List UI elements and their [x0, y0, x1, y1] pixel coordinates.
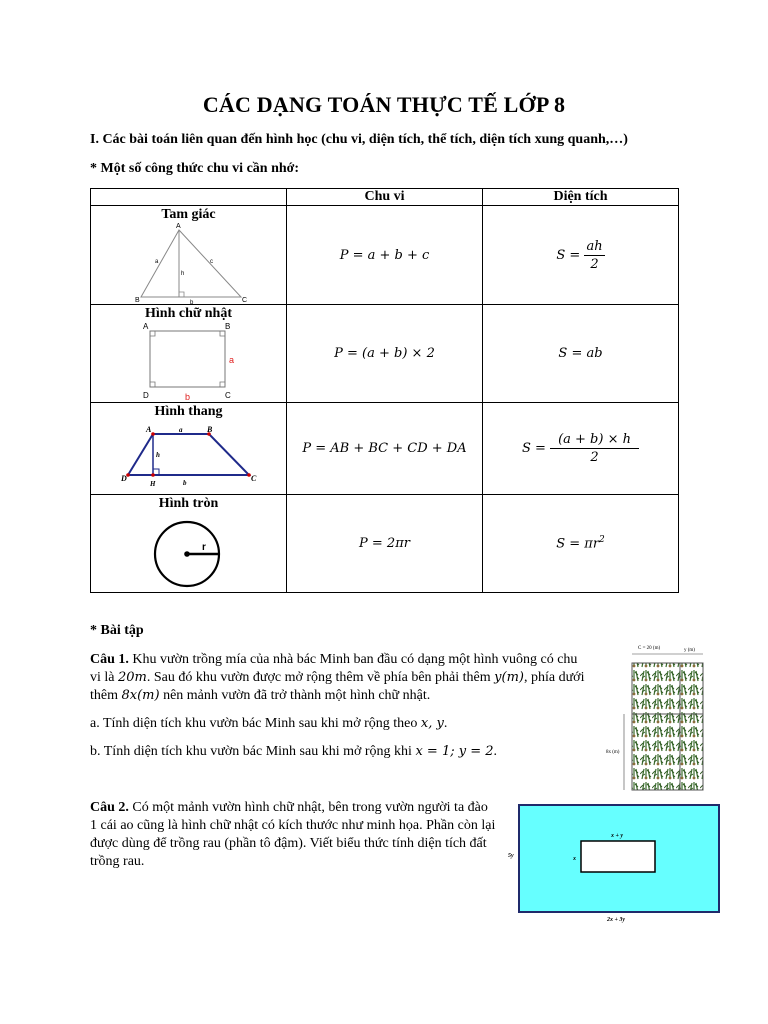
fraction-numerator: (a + b) × h — [550, 432, 639, 449]
shape-cell-circle — [91, 495, 287, 593]
garden-pond-figure — [500, 795, 730, 925]
circle-diagram — [91, 495, 287, 593]
header-shape — [91, 189, 287, 206]
q1-text-2b: . Sau đó khu vườn được mở rộng thêm về phía bên phải thêm — [146, 670, 495, 685]
q1-a-end: . — [443, 716, 448, 731]
fraction-denominator: 2 — [590, 450, 599, 465]
area-triangle — [483, 206, 679, 305]
q2-label-inner-left: x — [573, 856, 576, 862]
q2-line-4: trồng rau. — [90, 854, 145, 869]
table-row — [91, 403, 679, 495]
q1-part-a — [90, 714, 590, 733]
area-fraction — [584, 239, 604, 272]
rect-label-c: C — [225, 391, 231, 400]
trapezoid-diagram — [91, 403, 287, 495]
triangle-label-a: A — [176, 223, 181, 230]
shape-cell-trapezoid — [91, 403, 287, 495]
triangle-label-c: C — [242, 297, 248, 304]
shape-name: Tam giác — [161, 207, 216, 222]
sugarcane-field-figure — [592, 640, 712, 792]
formulas-heading: * Một số công thức chu vi cần nhớ: — [90, 161, 300, 176]
q1-math-8x: 8x(m) — [121, 688, 160, 703]
q1-a-text: a. Tính diện tích khu vườn bác Minh sau khi mở rộng theo — [90, 716, 421, 731]
perimeter-rectangle: P = (a + b) × 2 — [287, 305, 483, 403]
q1-line-3 — [90, 686, 590, 705]
triangle-side-b: b — [190, 300, 194, 305]
fraction-denominator: 2 — [590, 256, 599, 272]
q2-line-3: được dùng để trồng rau (phần tô đậm). Viết biểu thức tính diện tích đất — [90, 836, 487, 851]
triangle-side-c: c — [210, 259, 213, 265]
triangle-label-b: B — [135, 297, 140, 304]
rect-label-d: D — [143, 391, 149, 400]
rect-side-a: a — [229, 355, 235, 365]
table-row — [91, 206, 679, 305]
q1-line-2 — [90, 668, 590, 687]
area-lhs: S = — [556, 247, 581, 263]
q1-b-end: . — [493, 744, 497, 759]
trap-height-h: h — [156, 451, 160, 459]
triangle-diagram — [91, 206, 287, 305]
table-header-row — [91, 189, 679, 206]
area-lhs: S = — [522, 441, 546, 456]
pond-inner-rect — [581, 841, 655, 872]
page-title: CÁC DẠNG TOÁN THỰC TẾ LỚP 8 — [202, 92, 566, 117]
rect-label-a: A — [143, 322, 149, 331]
perimeter-triangle: P = a + b + c — [287, 206, 483, 305]
area-circle — [483, 495, 679, 593]
triangle-height-h: h — [181, 271, 185, 277]
area-trapezoid — [483, 403, 679, 495]
q1-math-y: y(m) — [494, 670, 524, 685]
section-heading: I. Các bài toán liên quan đến hình học (chu vi, diện tích, thể tích, diện tích xung quanh,…) — [90, 132, 628, 147]
exercises-heading: * Bài tập — [90, 623, 144, 638]
shape-name: Hình chữ nhật — [145, 306, 232, 321]
trap-side-b: b — [183, 479, 187, 487]
q1-text-3b: nên mảnh vườn đã trở thành một hình chữ nhật. — [159, 688, 431, 703]
q1-fig-label-left: 8x (m) — [606, 750, 620, 755]
q1-label: Câu 1. — [90, 652, 129, 667]
q1-text-2c: , phía dưới — [523, 670, 585, 685]
header-area: Diện tích — [483, 189, 679, 206]
q2-label: Câu 2. — [90, 800, 129, 815]
shape-cell-rectangle — [91, 305, 287, 403]
area-rectangle: S = ab — [483, 305, 679, 403]
area-base: S = πr — [556, 536, 600, 552]
q1-b-text: b. Tính diện tích khu vườn bác Minh sau khi mở rộng khi — [90, 744, 416, 759]
q1-fig-label-right: y (m) — [684, 648, 695, 653]
q1-text-3a: thêm — [90, 688, 122, 703]
q1-b-math: x = 1; y = 2 — [415, 744, 494, 759]
fraction-numerator: ah — [586, 238, 603, 254]
q1-math-20m: 20m — [118, 670, 147, 685]
trap-label-h-foot: H — [150, 480, 156, 488]
area-exponent: 2 — [599, 535, 605, 546]
q1-line-1 — [90, 650, 590, 669]
trap-side-a: a — [179, 426, 183, 434]
q2-text-1: Có một mảnh vườn hình chữ nhật, bên trong vườn người ta đào — [128, 800, 488, 815]
trap-label-c: C — [251, 474, 257, 483]
rect-label-b: B — [225, 322, 231, 331]
shape-cell-triangle — [91, 206, 287, 305]
table-row — [91, 305, 679, 403]
trap-label-a: A — [146, 425, 152, 434]
q1-a-math: x, y — [420, 716, 444, 731]
formula-table — [90, 188, 679, 593]
q1-text-2a: vi là — [90, 670, 118, 685]
table-row — [91, 495, 679, 593]
q2-line-1 — [90, 798, 500, 817]
q1-fig-label-top: C = 20 (m) — [638, 646, 661, 651]
trap-label-d: D — [121, 474, 127, 483]
perimeter-trapezoid: P = AB + BC + CD + DA — [287, 403, 483, 495]
triangle-side-a: a — [155, 259, 159, 265]
shape-name: Hình tròn — [158, 496, 219, 511]
q1-text-1: Khu vườn trồng mía của nhà bác Minh ban đầu có dạng một hình vuông có chu — [128, 652, 578, 667]
trap-label-b: B — [207, 425, 213, 434]
q2-label-inner-top: x + y — [611, 833, 624, 839]
q2-label-outer-left: 5y — [508, 853, 514, 859]
rectangle-diagram — [91, 305, 287, 403]
area-fraction — [550, 432, 639, 465]
shape-name: Hình thang — [154, 404, 223, 419]
circle-radius-r: r — [202, 542, 206, 553]
perimeter-circle: P = 2πr — [287, 495, 483, 593]
q2-label-outer-bottom: 2x + 3y — [607, 917, 626, 923]
header-perimeter: Chu vi — [287, 189, 483, 206]
rect-side-b: b — [185, 392, 191, 402]
q2-line-2: 1 cái ao cũng là hình chữ nhật có kích thước như minh họa. Phần còn lại — [90, 818, 496, 833]
q1-part-b — [90, 742, 590, 761]
